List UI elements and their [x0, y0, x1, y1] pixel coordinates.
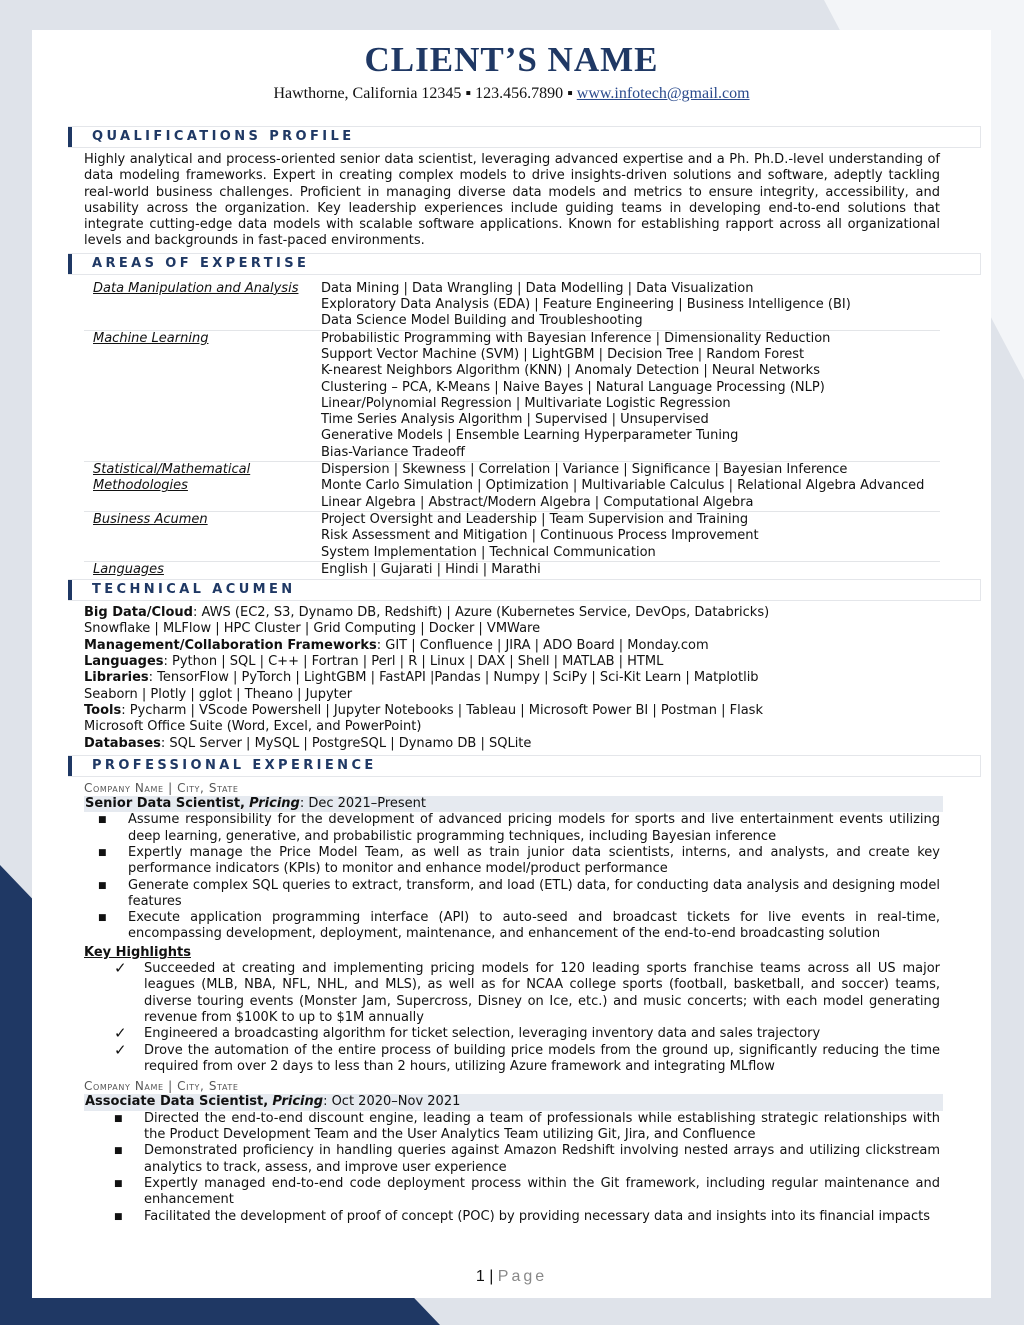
section-header-experience: [68, 755, 981, 777]
duty-item: [84, 1209, 940, 1225]
technical-line: [84, 670, 940, 686]
highlight-list: [84, 961, 940, 1075]
duty-text: Assume responsibility for the development of advanced pricing models for sports and live entertainment events utilizing deep learning, generative, and probabilistic programming techniques, including Bayesian inference: [128, 812, 940, 844]
expertise-category: Statistical/Mathematical Methodologies: [84, 462, 311, 512]
duty-item: [84, 845, 940, 878]
technical-text: Seaborn | Plotly | gglot | Theano | Jupyter: [84, 686, 353, 702]
expertise-category: Languages: [84, 561, 311, 578]
technical-label: Languages: [84, 654, 164, 670]
highlight-item: [84, 1026, 940, 1042]
qualifications-text: Highly analytical and process-oriented senior data scientist, leveraging advanced expertise and a Ph. Ph.D.-level understanding of data modeling frameworks. Expert in creating complex models to drive insights-driven solutions and software, adeptly tackling real-world business challenges. Proficient in managing diverse data models and metrics to ensure integrity, accessibility, and usability across the organization. Key leadership experiences include guiding teams in developing end-to-end solutions that integrate cutting-edge data models with scalable software applications. Known for establishing rapport across all organizational levels and backgrounds in fast-paced environments.: [84, 152, 940, 249]
expertise-items: [311, 330, 940, 461]
technical-line: [84, 605, 940, 621]
expertise-line: K-nearest Neighbors Algorithm (KNN) | Anomaly Detection | Neural Networks: [321, 363, 820, 379]
duty-item: [84, 1143, 940, 1176]
technical-text: : TensorFlow | PyTorch | LightGBM | FastAPI |Pandas | Numpy | SciPy | Sci-Kit Learn | Matplotlib: [148, 670, 759, 686]
expertise-line: Data Science Model Building and Troubleshooting: [321, 313, 643, 329]
job-title: Associate Data Scientist,: [85, 1094, 269, 1110]
contact-separator: ▪: [465, 85, 472, 102]
section-title: PROFESSIONAL EXPERIENCE: [92, 757, 377, 773]
highlight-text: Engineered a broadcasting algorithm for ticket selection, leveraging inventory data and sales trajectory: [144, 1026, 821, 1042]
expertise-line: Linear Algebra | Abstract/Modern Algebra | Computational Algebra: [321, 494, 754, 510]
section-bar: [68, 580, 72, 600]
resume-page: [32, 30, 991, 1298]
duty-item: [84, 1111, 940, 1144]
expertise-line: Time Series Analysis Algorithm | Supervised | Unsupervised: [321, 412, 709, 428]
page-label: Page: [497, 1268, 548, 1285]
technical-text: : AWS (EC2, S3, Dynamo DB, Redshift) | Azure (Kubernetes Service, DevOps, Databricks): [192, 605, 770, 621]
bullet-icon: ■: [114, 1146, 123, 1157]
check-icon: ✓: [114, 1024, 127, 1043]
duty-list: [84, 812, 940, 942]
job-title: Senior Data Scientist,: [85, 796, 245, 812]
role-line: [84, 1094, 943, 1110]
technical-line: [84, 638, 940, 654]
check-icon: ✓: [114, 1040, 127, 1059]
section-header-qualifications: [68, 126, 981, 148]
technical-label: Databases: [84, 735, 161, 751]
phone: 123.456.7890: [475, 85, 564, 102]
job-department: Pricing: [249, 796, 300, 812]
duty-text: Directed the end-to-end discount engine, leading a team of professionals while establishing strategic relationships with the Product Development Team and the User Analytics Team utilizing Git, Jira, and Confluence: [144, 1110, 940, 1143]
duty-item: [84, 878, 940, 911]
section-title: TECHNICAL ACUMEN: [92, 582, 296, 598]
expertise-line: Monte Carlo Simulation | Optimization | Multivariable Calculus | Relational Algebra Advanced: [321, 478, 925, 494]
job-dates: : Oct 2020–Nov 2021: [323, 1094, 461, 1110]
company-line: Company Name | City, State: [84, 780, 239, 795]
duty-text: Facilitated the development of proof of concept (POC) by providing necessary data and insights into its financial impacts: [144, 1208, 930, 1224]
website-link[interactable]: www.infotech@gmail.com: [576, 85, 750, 102]
address: Hawthorne, California 12345: [273, 85, 462, 102]
duty-text: Generate complex SQL queries to extract, transform, and load (ETL) data, for conducting data analysis and designing model features: [128, 877, 940, 909]
page-number: 1: [475, 1268, 485, 1285]
expertise-row: [84, 281, 940, 330]
technical-text: : GIT | Confluence | JIRA | ADO Board | Monday.com: [376, 637, 709, 653]
footer-divider: |: [489, 1268, 494, 1285]
expertise-row: [84, 561, 940, 578]
expertise-row: [84, 330, 940, 461]
technical-text: Snowflake | MLFlow | HPC Cluster | Grid Computing | Docker | VMWare: [84, 621, 541, 637]
expertise-line: Bias-Variance Tradeoff: [321, 444, 465, 460]
section-title: QUALIFICATIONS PROFILE: [92, 129, 355, 144]
expertise-line: Project Oversight and Leadership | Team Supervision and Training: [321, 511, 749, 527]
technical-label: Tools: [84, 702, 122, 718]
duty-item: [84, 910, 940, 943]
expertise-row: [84, 462, 940, 512]
duty-text: Execute application programming interface (API) to auto-seed and broadcast tickets for live events in real-time, encompassing development, deployment, maintenance, and enhancement of the end-to-end broadcasting solution: [128, 910, 940, 942]
section-title: AREAS OF EXPERTISE: [92, 255, 310, 271]
highlight-text: Drove the automation of the entire process of building price models from the ground up, significantly reducing the time required from over 2 days to less than 2 hours, utilizing Azure framework and integrating MLflow: [144, 1042, 940, 1074]
section-bar: [68, 756, 72, 776]
bullet-icon: ■: [98, 913, 107, 924]
role-line: [84, 796, 943, 812]
duty-list: [84, 1111, 940, 1225]
expertise-line: System Implementation | Technical Communication: [321, 544, 656, 560]
bullet-icon: ■: [98, 847, 107, 858]
expertise-category: Machine Learning: [84, 330, 311, 461]
expertise-line: Probabilistic Programming with Bayesian Inference | Dimensionality Reduction: [321, 330, 831, 346]
bullet-icon: ■: [98, 815, 107, 826]
expertise-line: Support Vector Machine (SVM) | LightGBM | Decision Tree | Random Forest: [321, 346, 805, 362]
expertise-line: Generative Models | Ensemble Learning Hyperparameter Tuning: [321, 428, 739, 444]
technical-text: : Pycharm | VScode Powershell | Jupyter Notebooks | Tableau | Microsoft Power BI | Postman | Flask: [121, 702, 763, 718]
expertise-line: English | Gujarati | Hindi | Marathi: [321, 561, 541, 577]
expertise-row: [84, 511, 940, 561]
bullet-icon: ■: [98, 880, 107, 891]
expertise-items: [311, 281, 940, 330]
experience-list: [84, 780, 940, 1225]
expertise-category: Data Manipulation and Analysis: [93, 280, 299, 296]
job-dates: : Dec 2021–Present: [299, 796, 427, 812]
duty-item: [84, 1176, 940, 1209]
contact-line: [32, 84, 991, 104]
section-bar: [68, 254, 72, 274]
expertise-items: [311, 462, 940, 512]
section-bar: [68, 127, 72, 147]
bullet-icon: ■: [114, 1211, 123, 1222]
bullet-icon: ■: [114, 1178, 123, 1189]
check-icon: ✓: [114, 959, 127, 978]
technical-line: [84, 703, 940, 719]
duty-item: [84, 812, 940, 845]
expertise-items: [311, 511, 940, 561]
company-line: Company Name | City, State: [84, 1079, 239, 1094]
contact-separator: ▪: [567, 85, 573, 102]
technical-line: [84, 736, 940, 752]
section-header-expertise: [68, 253, 981, 275]
technical-text: : Python | SQL | C++ | Fortran | Perl | R | Linux | DAX | Shell | MATLAB | HTML: [163, 654, 664, 670]
highlight-item: [84, 961, 940, 1026]
client-name: CLIENT’S NAME: [364, 40, 659, 79]
bullet-icon: ■: [114, 1113, 123, 1124]
technical-label: Libraries: [84, 670, 149, 686]
technical-text: : SQL Server | MySQL | PostgreSQL | Dynamo DB | SQLite: [160, 735, 532, 751]
duty-text: Demonstrated proficiency in handling queries against Amazon Redshift involving nested arrays and utilizing clickstream analytics to track, assess, and improve user experience: [144, 1143, 940, 1175]
page-footer: [32, 1268, 991, 1286]
expertise-line: Exploratory Data Analysis (EDA) | Feature Engineering | Business Intelligence (BI): [321, 297, 851, 313]
expertise-line: Clustering – PCA, K-Means | Naive Bayes | Natural Language Processing (NLP): [321, 379, 825, 395]
technical-line: [84, 719, 940, 735]
section-header-technical: [68, 579, 981, 601]
job-department: Pricing: [272, 1094, 324, 1110]
technical-line: [84, 654, 940, 670]
expertise-line: Risk Assessment and Mitigation | Continuous Process Improvement: [321, 528, 759, 544]
technical-line: [84, 687, 940, 703]
expertise-line: Dispersion | Skewness | Correlation | Variance | Significance | Bayesian Inference: [321, 462, 848, 478]
duty-text: Expertly managed end-to-end code deployment process within the Git framework, including regular maintenance and enhancement: [144, 1175, 940, 1208]
highlight-item: [84, 1040, 940, 1076]
technical-label: Management/Collaboration Frameworks: [84, 637, 377, 653]
duty-text: Expertly manage the Price Model Team, as well as train junior data scientists, interns, and analysts, and create key performance indicators (KPIs) to monitor and enhance model/product performance: [128, 844, 940, 877]
expertise-table: [84, 281, 940, 578]
expertise-line: Data Mining | Data Wrangling | Data Modelling | Data Visualization: [321, 280, 754, 296]
technical-line: [84, 621, 940, 637]
technical-list: [84, 605, 940, 752]
highlight-text: Succeeded at creating and implementing pricing models for 120 leading sports franchise teams across all US major leagues (MLB, NBA, NFL, NHL, and MLS), as well as for NCAA college sports (football, basketball, and soccer) teams, diverse touring events (Monster Jam, Supercross, Disney on Ice, etc.) and music concerts; with each model generating revenue from $100K to up to $1M annually: [144, 961, 940, 1025]
expertise-line: Linear/Polynomial Regression | Multivariate Logistic Regression: [321, 395, 731, 411]
expertise-category: Business Acumen: [84, 511, 311, 561]
technical-label: Big Data/Cloud: [84, 605, 193, 621]
key-highlights-heading: Key Highlights: [84, 944, 191, 960]
expertise-items: [311, 561, 940, 578]
resume-header: [32, 40, 991, 104]
technical-text: Microsoft Office Suite (Word, Excel, and PowerPoint): [84, 719, 422, 735]
